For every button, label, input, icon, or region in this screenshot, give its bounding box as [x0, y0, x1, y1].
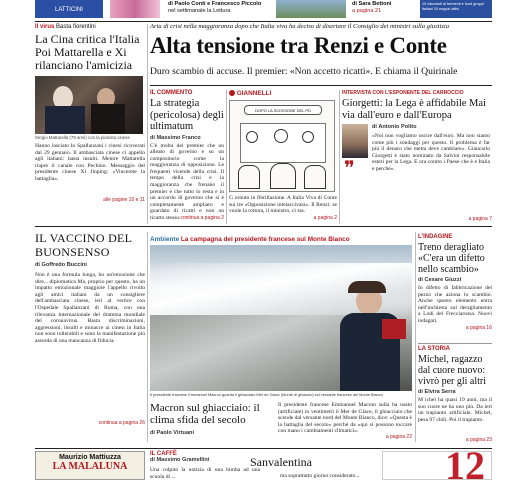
macron-glacier-photo[interactable] [150, 245, 412, 391]
caffe-text-2: ma soprattutto giorno considerato... [280, 473, 360, 479]
cartoon-bubble: DOPO LA SCISSIONE DEL PD [244, 105, 322, 115]
storia-body: M ichel ha quasi 19 anni, ma il suo cuore ne ha uno più. Da ieri un trapianto artificiale. Michel, pesa 97 chili. Poi il trapianto. [418, 397, 492, 423]
indagine-author: di Cesare Giuzzi [418, 277, 462, 283]
mattarella-photo [35, 76, 143, 134]
caffe-kicker: IL CAFFÈ [150, 451, 177, 457]
giannelli-label: GIANNELLI [229, 90, 337, 97]
indagine-rule [418, 343, 492, 344]
indagine-headline: Treno deragliato «C'era un difetto nello scambio» [418, 242, 485, 275]
virus-headline: La Cina critica l'Italia Poi Mattarella e Xi rilanciano l'amicizia [35, 32, 140, 72]
storia-kicker: LA STORIA [418, 346, 451, 352]
col-divider-5 [415, 232, 416, 442]
book-author: Maurizio Mattiuzza [59, 454, 121, 461]
book-title: LA MALALUNA [52, 461, 128, 472]
giorgetti-page[interactable]: a pagina 7 [468, 216, 492, 222]
col-divider-1 [147, 24, 148, 224]
storia-headline: Michel, ragazzo dal cuore nuovo: vivrò per gli altri [418, 354, 487, 387]
storia-author: di Elvira Serra [418, 389, 456, 395]
vaccino-author: di Goffredo Buccini [35, 262, 87, 268]
sara-promo[interactable] [352, 1, 414, 15]
virus-caption: Sergio Mattarella (79 anni) con la pianista cinese [35, 135, 130, 140]
indagine-body: In difetto di fabbricazione del pezzo che aziona lo scambio. Anche questo elemento entra nell'inchiesta sul deragliamento a Lodi del Frecciarossa. Nuovi indagati. [418, 285, 492, 324]
giorgetti-photo [342, 124, 368, 158]
flowers-image [110, 0, 160, 18]
ambiente-caption: Il presidente francese Emmanuel Macron guarda il ghiacciaio Mer de Glace (Monte di ghiaccio) sul versante francese del Monte Bianco [150, 392, 383, 397]
giannelli-cartoon [229, 100, 335, 192]
la-lettura-promo[interactable] [168, 1, 268, 17]
virus-body: Hanno lasciato lo Spallanzani i cinesi ricoverati dal 29 gennaio. Il ambasciata cinese ci appello agli italiani: basta insulti. Mentre Mattarella riapre il canale con Pechino. Messaggio del presidente cinese Xi Jinping: «Vincerete la battaglia». [35, 143, 145, 182]
ad-left[interactable]: LATTICINI [35, 0, 103, 18]
mid-rule [35, 226, 492, 227]
caffe-headline: Sanvalentina [250, 455, 312, 469]
ambiente-kicker: Ambiente La campagna del presidente francese sul Monte Bianco [150, 236, 350, 243]
commento-headline: La strategia (pericolosa) degli ultimatum [150, 98, 224, 132]
main-subhead: Duro scambio di accuse. Il premier: «Non accetto ricatti». E chiama il Quirinale [150, 66, 458, 77]
promo-sub: nel settimanale la Lettura [168, 8, 231, 14]
giorgetti-kicker: INTERVISTA CON L'ESPONENTE DEL CARROCCIO [342, 90, 464, 96]
promo-page: a pagina 21 [352, 8, 382, 14]
main-deck: Aria di crisi nella maggioranza dopo che Italia viva ha deciso di disertare il Consiglio dei ministri sulla giustizia [150, 23, 450, 30]
caffe-text: Una colpito la notizia di una bimba ad una scuola di ... [150, 467, 260, 480]
ambiente-headline[interactable]: Macron sul ghiacciaio: il clima sfida del secolo [150, 402, 260, 426]
ambiente-page[interactable]: a pagina 22 [385, 434, 412, 440]
storia-article[interactable] [418, 346, 492, 443]
ambiente-author: di Paolo Virtuani [150, 430, 195, 436]
commento-author: di Massimo Franco [150, 134, 201, 141]
col-divider-4 [147, 232, 148, 442]
ambiente-body: Il presidente francese Emmanuel Macron sulla ha usato (artificiale) in ventimetri il Mer de Glace, il ghiacciaio che scende dal versante nord del Monte Bianco, dice: «Questa è la battaglia del secolo» perché da «qui si possono toccare con mano i cambiamenti climatici». [278, 402, 412, 435]
col-divider-3 [339, 90, 340, 224]
vaccino-page[interactable]: continua a pagina 26 [98, 420, 145, 426]
col-divider-2 [226, 90, 227, 224]
indagine-article[interactable] [418, 234, 492, 331]
virus-page[interactable]: alle pagine 10 e 11 [103, 197, 145, 203]
giorgetti-body: «Noi non vogliamo uscire dall'euro. Ma non siamo come più i sondaggi per questo. Il problema è far più il denaro che metta deve cambiare». Giancarlo Giorgetti è stato nominato da Salvini responsabile esteri per la Lega. E ora contro i Paese che è e Italia e perché». [372, 133, 490, 172]
giannelli-cartoon-block[interactable] [229, 90, 337, 221]
caffe-article[interactable] [150, 451, 376, 480]
vaccino-article[interactable] [35, 232, 145, 426]
commento-body: C'è molta del premier che un alleato di governo e su un compositorio come la maggioranza di opposizione. Le frequenti vicende della crisi. Il tempo della crisi e la maggioranza che frenano il premier e che tutto lo resta e in un accordo di governo che si è completamente ampliato e guardato di ricatti e non un ricatto stesso. [150, 142, 224, 222]
giorgetti-article[interactable] [342, 90, 492, 222]
vaccino-headline: IL VACCINO DEL BUONSENSO [35, 231, 132, 259]
top-strip [0, 0, 532, 19]
landscape-thumb [276, 0, 346, 18]
top-rule [35, 21, 492, 22]
giannelli-page[interactable]: a pagina 2 [313, 215, 337, 221]
giorgetti-headline: Giorgetti: la Lega è affidabile Mai via dall'euro e dall'Europa [342, 98, 486, 121]
bottom-right-ad[interactable] [382, 443, 492, 488]
commento-kicker: IL COMMENTO [150, 90, 193, 96]
ad-right[interactable]: 10 ristoranti di fermenti e food gruppi italiani 10 negozi attivi [420, 0, 492, 18]
giorgetti-author: di Antonio Polito [372, 124, 417, 130]
promo-by: di Paolo Conti e Francesco Piccolo [168, 1, 262, 7]
indagine-kicker: L'INDAGINE [418, 234, 453, 240]
promo-author: di Sara Bettoni [352, 1, 392, 7]
main-rule [150, 85, 492, 86]
commento-article[interactable] [150, 90, 224, 221]
main-headline[interactable]: Alta tensione tra Renzi e Conte [150, 33, 447, 58]
virus-article[interactable] [35, 24, 145, 203]
giannelli-body: G ornuto in fibrillazione. A Italia Viva di Conte sui tre «Opposizione intelaccivata». Il Renzi: se vuole la rottura, il ministro, ci sta. [229, 195, 337, 215]
quote-mark-icon: ❞ [344, 158, 355, 180]
commento-page[interactable]: continua a pagina 2 [180, 214, 224, 221]
ad-numeral-graphic: 12 [445, 443, 485, 488]
storia-page[interactable]: a pagina 23 [465, 437, 492, 443]
caffe-author: di Massimo Gramellini [150, 457, 210, 463]
virus-kicker: Il virus Basta fiorentini [35, 24, 96, 30]
book-ad[interactable] [35, 451, 145, 480]
giannelli-dot-icon [229, 90, 235, 96]
vaccino-body: Non è una formula lunga, ho un'emozione che dire... diplomatica Ma, proprio per questo, ha un impatto emozionale maggiore l'appello rivolto agli amici italiani da un consigliere dell'ambasciata cinese, ieri al vertice con l'Ospedale Spallanzani di Roma, con una rilevanza internazionale del dramma mondiale del coronavirus. Basta discriminazioni, aggressioni, insulti e minacce ai cinesi in Italia non sono tollerabili e sono la manifestazione più assurda di una mancanza di fiducia. [35, 272, 145, 344]
bottom-rule [35, 448, 492, 449]
indagine-page[interactable]: a pagina 16 [465, 325, 492, 331]
